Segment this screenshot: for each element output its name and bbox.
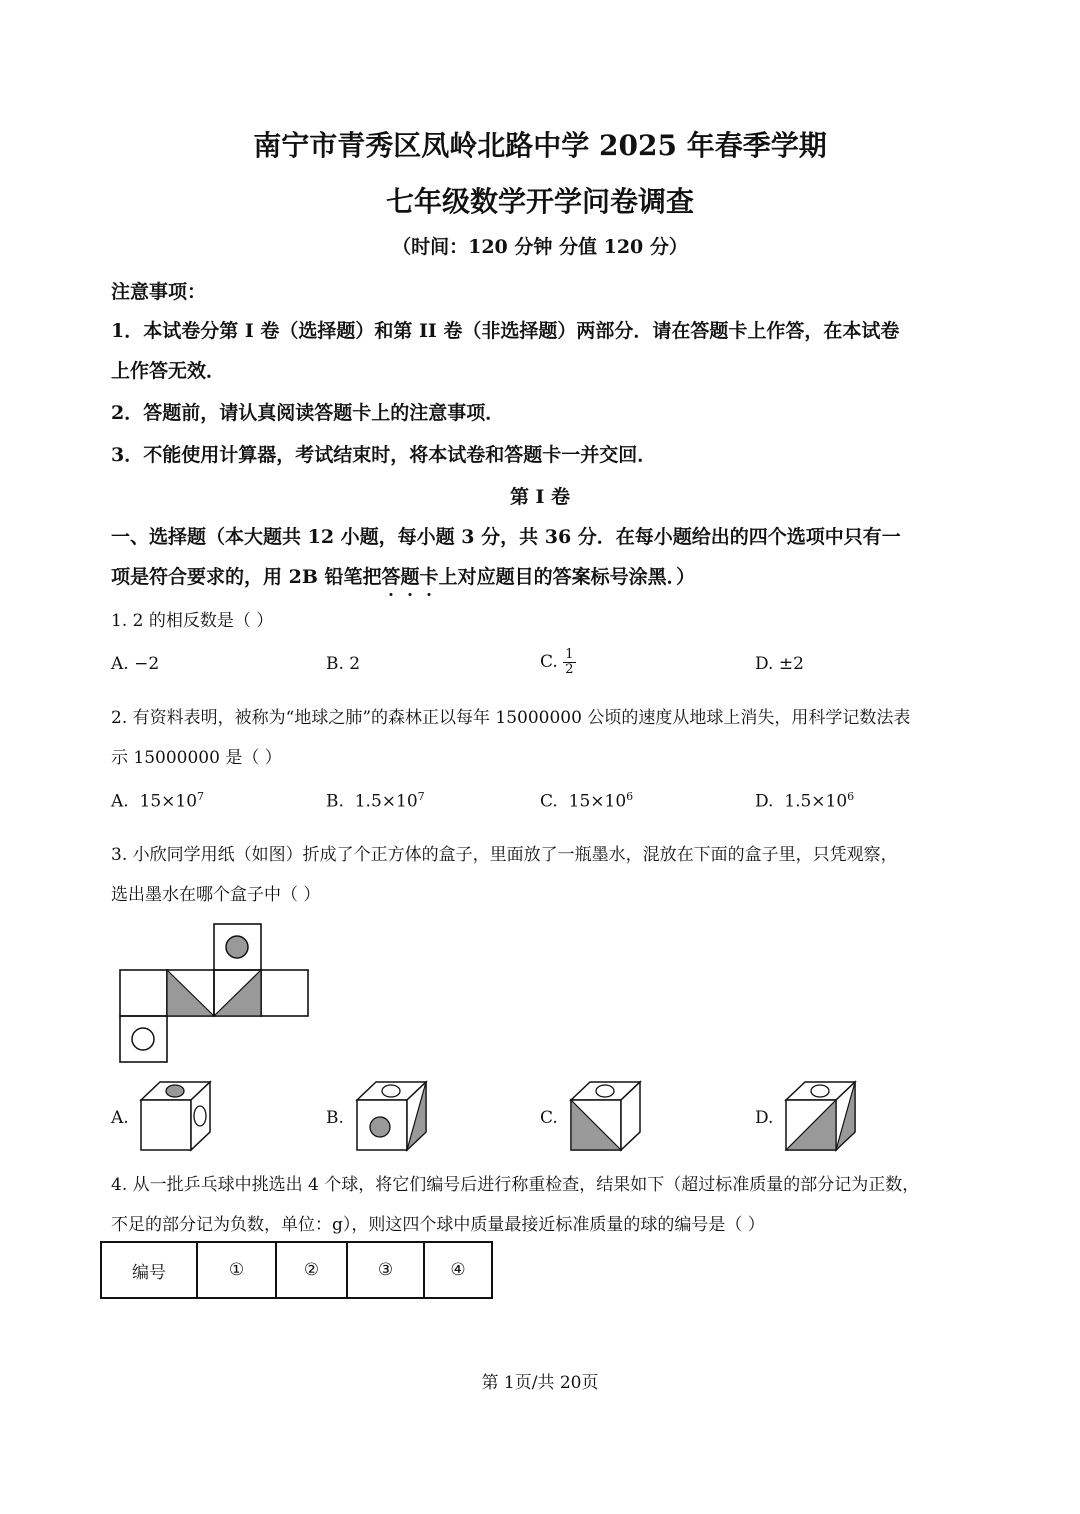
table-cell: ③ [347,1242,424,1298]
q2-option-c-exp: 6 [626,790,634,803]
filled-circle-icon [370,1117,390,1137]
q2-option-c-label: C. [540,791,558,812]
empty-circle-icon [811,1085,829,1097]
part1-instructions-b-post: 上对应题目的答案标号涂黑．） [438,566,696,588]
exam-time-info: （时间：120 分钟 分值 120 分） [392,236,688,258]
q1-option-d: D. ±2 [755,654,804,674]
q3-text-b: 选出墨水在哪个盒子中（ ） [111,885,321,905]
q2-option-a-base: 15×10 [139,791,198,812]
net-face-1 [120,970,167,1016]
q3-option-c-label: C. [540,1108,558,1128]
empty-circle-icon [596,1085,614,1097]
emphasis-char: 答 [381,566,401,588]
table-cell: ② [276,1242,347,1298]
q2-option-c [540,790,633,812]
q3-option-b-label: B. [326,1108,344,1128]
emphasis-char: 题 [400,566,420,588]
q2-option-d-base: 1.5×10 [784,791,848,812]
part1-instructions-a: 一、选择题（本大题共 12 小题，每小题 3 分，共 36 分．在每小题给出的四个选项中只有一 [111,526,901,548]
net-face-4 [261,970,308,1016]
table-cell: ④ [424,1242,492,1298]
notes-heading: 注意事项： [111,281,207,303]
q2-option-b-label: B. [326,791,344,812]
part1-instructions-b [111,562,695,589]
exam-title-line2: 七年级数学开学问卷调查 [385,185,694,218]
q2-option-a-label: A. [111,791,129,812]
empty-circle-icon [132,1028,154,1050]
q3-text-a: 3. 小欣同学用纸（如图）折成了个正方体的盒子，里面放了一瓶墨水，混放在下面的盒子里，只凭观察， [111,845,898,865]
shaded-triangle-icon [167,970,214,1016]
page-footer: 第 1页/共 20页 [481,1373,599,1393]
q1-option-c-label: C. [540,652,558,672]
q2-option-d [755,790,854,812]
empty-circle-icon [194,1106,206,1126]
q3-option-d-cube[interactable] [781,1080,861,1154]
q2-option-b-exp: 7 [417,790,425,803]
q2-text-b: 示 15000000 是（ ） [111,748,282,768]
q3-option-a-cube[interactable] [136,1080,216,1154]
table-cell-header: 编号 [101,1242,197,1298]
q3-option-a-label: A. [111,1108,129,1128]
q4-text-b: 不足的部分记为负数，单位：g），则这四个球中质量最接近标准质量的球的编号是（ ） [111,1215,765,1235]
note-item-3: 3．不能使用计算器，考试结束时，将本试卷和答题卡一并交回． [111,444,657,466]
volume-heading: 第 I 卷 [509,486,571,508]
q1-text: 1. 2 的相反数是（ ） [111,611,274,631]
fraction-numerator: 1 [565,647,574,662]
q2-option-c-base: 15×10 [568,791,627,812]
note-item-1b: 上作答无效． [111,360,226,382]
emphasis-char: 卡 [419,566,439,588]
q2-option-d-label: D. [755,791,774,812]
q1-option-b: B. 2 [326,654,361,674]
q1-option-a: A. −2 [111,654,160,674]
q2-option-d-exp: 6 [847,790,855,803]
fraction-denominator: 2 [565,662,574,677]
table-cell: ① [197,1242,276,1298]
q4-text-a: 4. 从一批乒乓球中挑选出 4 个球，将它们编号后进行称重检查，结果如下（超过标准质量的部分记为正数， [111,1175,920,1195]
empty-circle-icon [382,1085,400,1097]
q3-option-c-cube[interactable] [566,1080,646,1154]
q3-option-b-cube[interactable] [352,1080,432,1154]
q2-option-a [111,790,204,812]
q2-option-b-base: 1.5×10 [354,791,418,812]
part1-instructions-b-pre: 项是符合要求的，用 2B 铅笔把 [111,566,382,588]
q2-option-a-exp: 7 [197,790,205,803]
filled-circle-icon [226,936,248,958]
q1-option-c [540,648,576,677]
q3-option-d-label: D. [755,1108,774,1128]
q1-option-c-fraction [563,648,575,677]
table-row [101,1242,492,1298]
filled-circle-icon [166,1085,184,1097]
note-item-2: 2．答题前，请认真阅读答题卡上的注意事项． [111,402,505,424]
q2-option-b [326,790,425,812]
exam-title-line1: 南宁市青秀区凤岭北路中学 2025 年春季学期 [253,129,827,162]
q4-mass-table [100,1241,493,1299]
q2-text-a: 2. 有资料表明，被称为“地球之肺”的森林正以每年 15000000 公顷的速度从地球上消失，用科学记数法表 [111,708,911,728]
cube-net-figure [110,918,320,1068]
note-item-1a: 1．本试卷分第 I 卷（选择题）和第 II 卷（非选择题）两部分．请在答题卡上作答，在本试卷 [111,320,900,342]
part1-dotted-word [382,566,439,588]
shaded-triangle-icon [214,970,261,1016]
